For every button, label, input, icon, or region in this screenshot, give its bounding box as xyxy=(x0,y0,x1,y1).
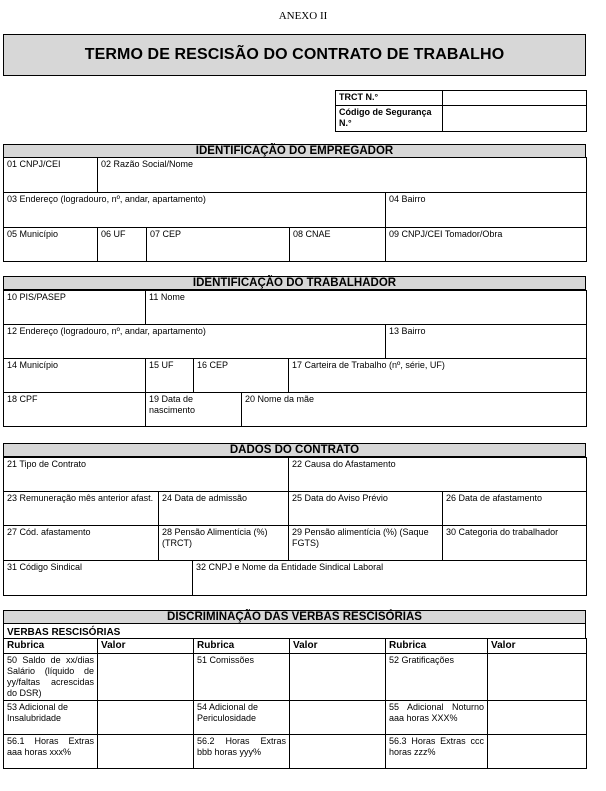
worker-birth-date-field[interactable]: 19 Data de nascimento xyxy=(146,393,242,427)
rubrica-header-2: Rubrica xyxy=(194,639,290,654)
contract-type-field[interactable]: 21 Tipo de Contrato xyxy=(4,458,289,492)
worker-state-field[interactable]: 15 UF xyxy=(146,359,194,393)
worker-heading: IDENTIFICAÇÃO DO TRABALHADOR xyxy=(3,276,586,290)
employer-heading: IDENTIFICAÇÃO DO EMPREGADOR xyxy=(3,144,586,158)
severance-heading: DISCRIMINAÇÃO DAS VERBAS RESCISÓRIAS xyxy=(3,610,586,624)
rubrica-cell: 56.3 Horas Extras ccc horas zzz% xyxy=(386,735,488,769)
rubrica-header-3: Rubrica xyxy=(386,639,488,654)
valor-input[interactable] xyxy=(488,701,587,735)
employer-state-field[interactable]: 06 UF xyxy=(98,228,147,262)
worker-zip-field[interactable]: 16 CEP xyxy=(194,359,289,393)
rubrica-cell: 51 Comissões xyxy=(194,654,290,701)
admission-date-field[interactable]: 24 Data de admissão xyxy=(159,492,289,526)
employer-table xyxy=(3,157,587,262)
notice-date-field[interactable]: 25 Data do Aviso Prévio xyxy=(289,492,443,526)
rubrica-cell: 50 Saldo de xx/dias Salário (líquido de yy/faltas acrescidas do DSR) xyxy=(4,654,98,701)
valor-header-3: Valor xyxy=(488,639,587,654)
worker-pis-field[interactable]: 10 PIS/PASEP xyxy=(4,291,146,325)
security-code-field[interactable] xyxy=(443,106,587,132)
employer-company-name-field[interactable]: 02 Razão Social/Nome xyxy=(98,158,587,193)
contract-table xyxy=(3,457,587,596)
worker-name-field[interactable]: 11 Nome xyxy=(146,291,587,325)
worker-work-card-field[interactable]: 17 Carteira de Trabalho (nº, série, UF) xyxy=(289,359,587,393)
severance-subheading: VERBAS RESCISÓRIAS xyxy=(7,627,121,638)
valor-input[interactable] xyxy=(290,735,386,769)
termination-cause-field[interactable]: 22 Causa do Afastamento xyxy=(289,458,587,492)
employer-zip-field[interactable]: 07 CEP xyxy=(147,228,290,262)
termination-code-field[interactable]: 27 Cód. afastamento xyxy=(4,526,159,561)
trct-number-field[interactable] xyxy=(443,91,587,106)
rubrica-cell: 52 Gratificações xyxy=(386,654,488,701)
rubrica-cell: 54 Adicional de Periculosidade xyxy=(194,701,290,735)
worker-table xyxy=(3,290,587,427)
trct-number-label: TRCT N.° xyxy=(336,91,443,106)
valor-input[interactable] xyxy=(290,654,386,701)
worker-category-field[interactable]: 30 Categoria do trabalhador xyxy=(443,526,587,561)
valor-header-2: Valor xyxy=(290,639,386,654)
worker-address-field[interactable]: 12 Endereço (logradouro, nº, andar, apartamento) xyxy=(4,325,386,359)
annex-label: ANEXO II xyxy=(278,10,328,22)
termination-date-field[interactable]: 26 Data de afastamento xyxy=(443,492,587,526)
previous-salary-field[interactable]: 23 Remuneração mês anterior afast. xyxy=(4,492,159,526)
rubrica-cell: 55 Adicional Noturno aaa horas XXX% xyxy=(386,701,488,735)
security-code-label: Código de Segurança N.° xyxy=(336,106,443,132)
rubrica-cell: 56.2 Horas Extras bbb horas yyy% xyxy=(194,735,290,769)
employer-contractor-cnpj-field[interactable]: 09 CNPJ/CEI Tomador/Obra xyxy=(386,228,587,262)
employer-city-field[interactable]: 05 Município xyxy=(4,228,98,262)
valor-input[interactable] xyxy=(488,735,587,769)
employer-cnpj-field[interactable]: 01 CNPJ/CEI xyxy=(4,158,98,193)
valor-input[interactable] xyxy=(98,735,194,769)
union-entity-field[interactable]: 32 CNPJ e Nome da Entidade Sindical Laboral xyxy=(193,561,587,596)
valor-input[interactable] xyxy=(290,701,386,735)
alimony-fgts-field[interactable]: 29 Pensão alimentícia (%) (Saque FGTS) xyxy=(289,526,443,561)
valor-input[interactable] xyxy=(98,701,194,735)
contract-heading: DADOS DO CONTRATO xyxy=(3,443,586,457)
rubrica-cell: 56.1 Horas Extras aaa horas xxx% xyxy=(4,735,98,769)
severance-table xyxy=(3,638,587,769)
employer-address-field[interactable]: 03 Endereço (logradouro, nº, andar, apartamento) xyxy=(4,193,386,228)
document-title: TERMO DE RESCISÃO DO CONTRATO DE TRABALHO xyxy=(3,34,586,76)
valor-header-1: Valor xyxy=(98,639,194,654)
valor-input[interactable] xyxy=(488,654,587,701)
rubrica-cell: 53 Adicional de Insalubridade xyxy=(4,701,98,735)
union-code-field[interactable]: 31 Código Sindical xyxy=(4,561,193,596)
worker-city-field[interactable]: 14 Município xyxy=(4,359,146,393)
employer-cnae-field[interactable]: 08 CNAE xyxy=(290,228,386,262)
rubrica-header-1: Rubrica xyxy=(4,639,98,654)
trct-box xyxy=(335,90,587,132)
employer-district-field[interactable]: 04 Bairro xyxy=(386,193,587,228)
worker-district-field[interactable]: 13 Bairro xyxy=(386,325,587,359)
valor-input[interactable] xyxy=(98,654,194,701)
worker-mother-name-field[interactable]: 20 Nome da mãe xyxy=(242,393,587,427)
worker-cpf-field[interactable]: 18 CPF xyxy=(4,393,146,427)
alimony-trct-field[interactable]: 28 Pensão Alimentícia (%) (TRCT) xyxy=(159,526,289,561)
